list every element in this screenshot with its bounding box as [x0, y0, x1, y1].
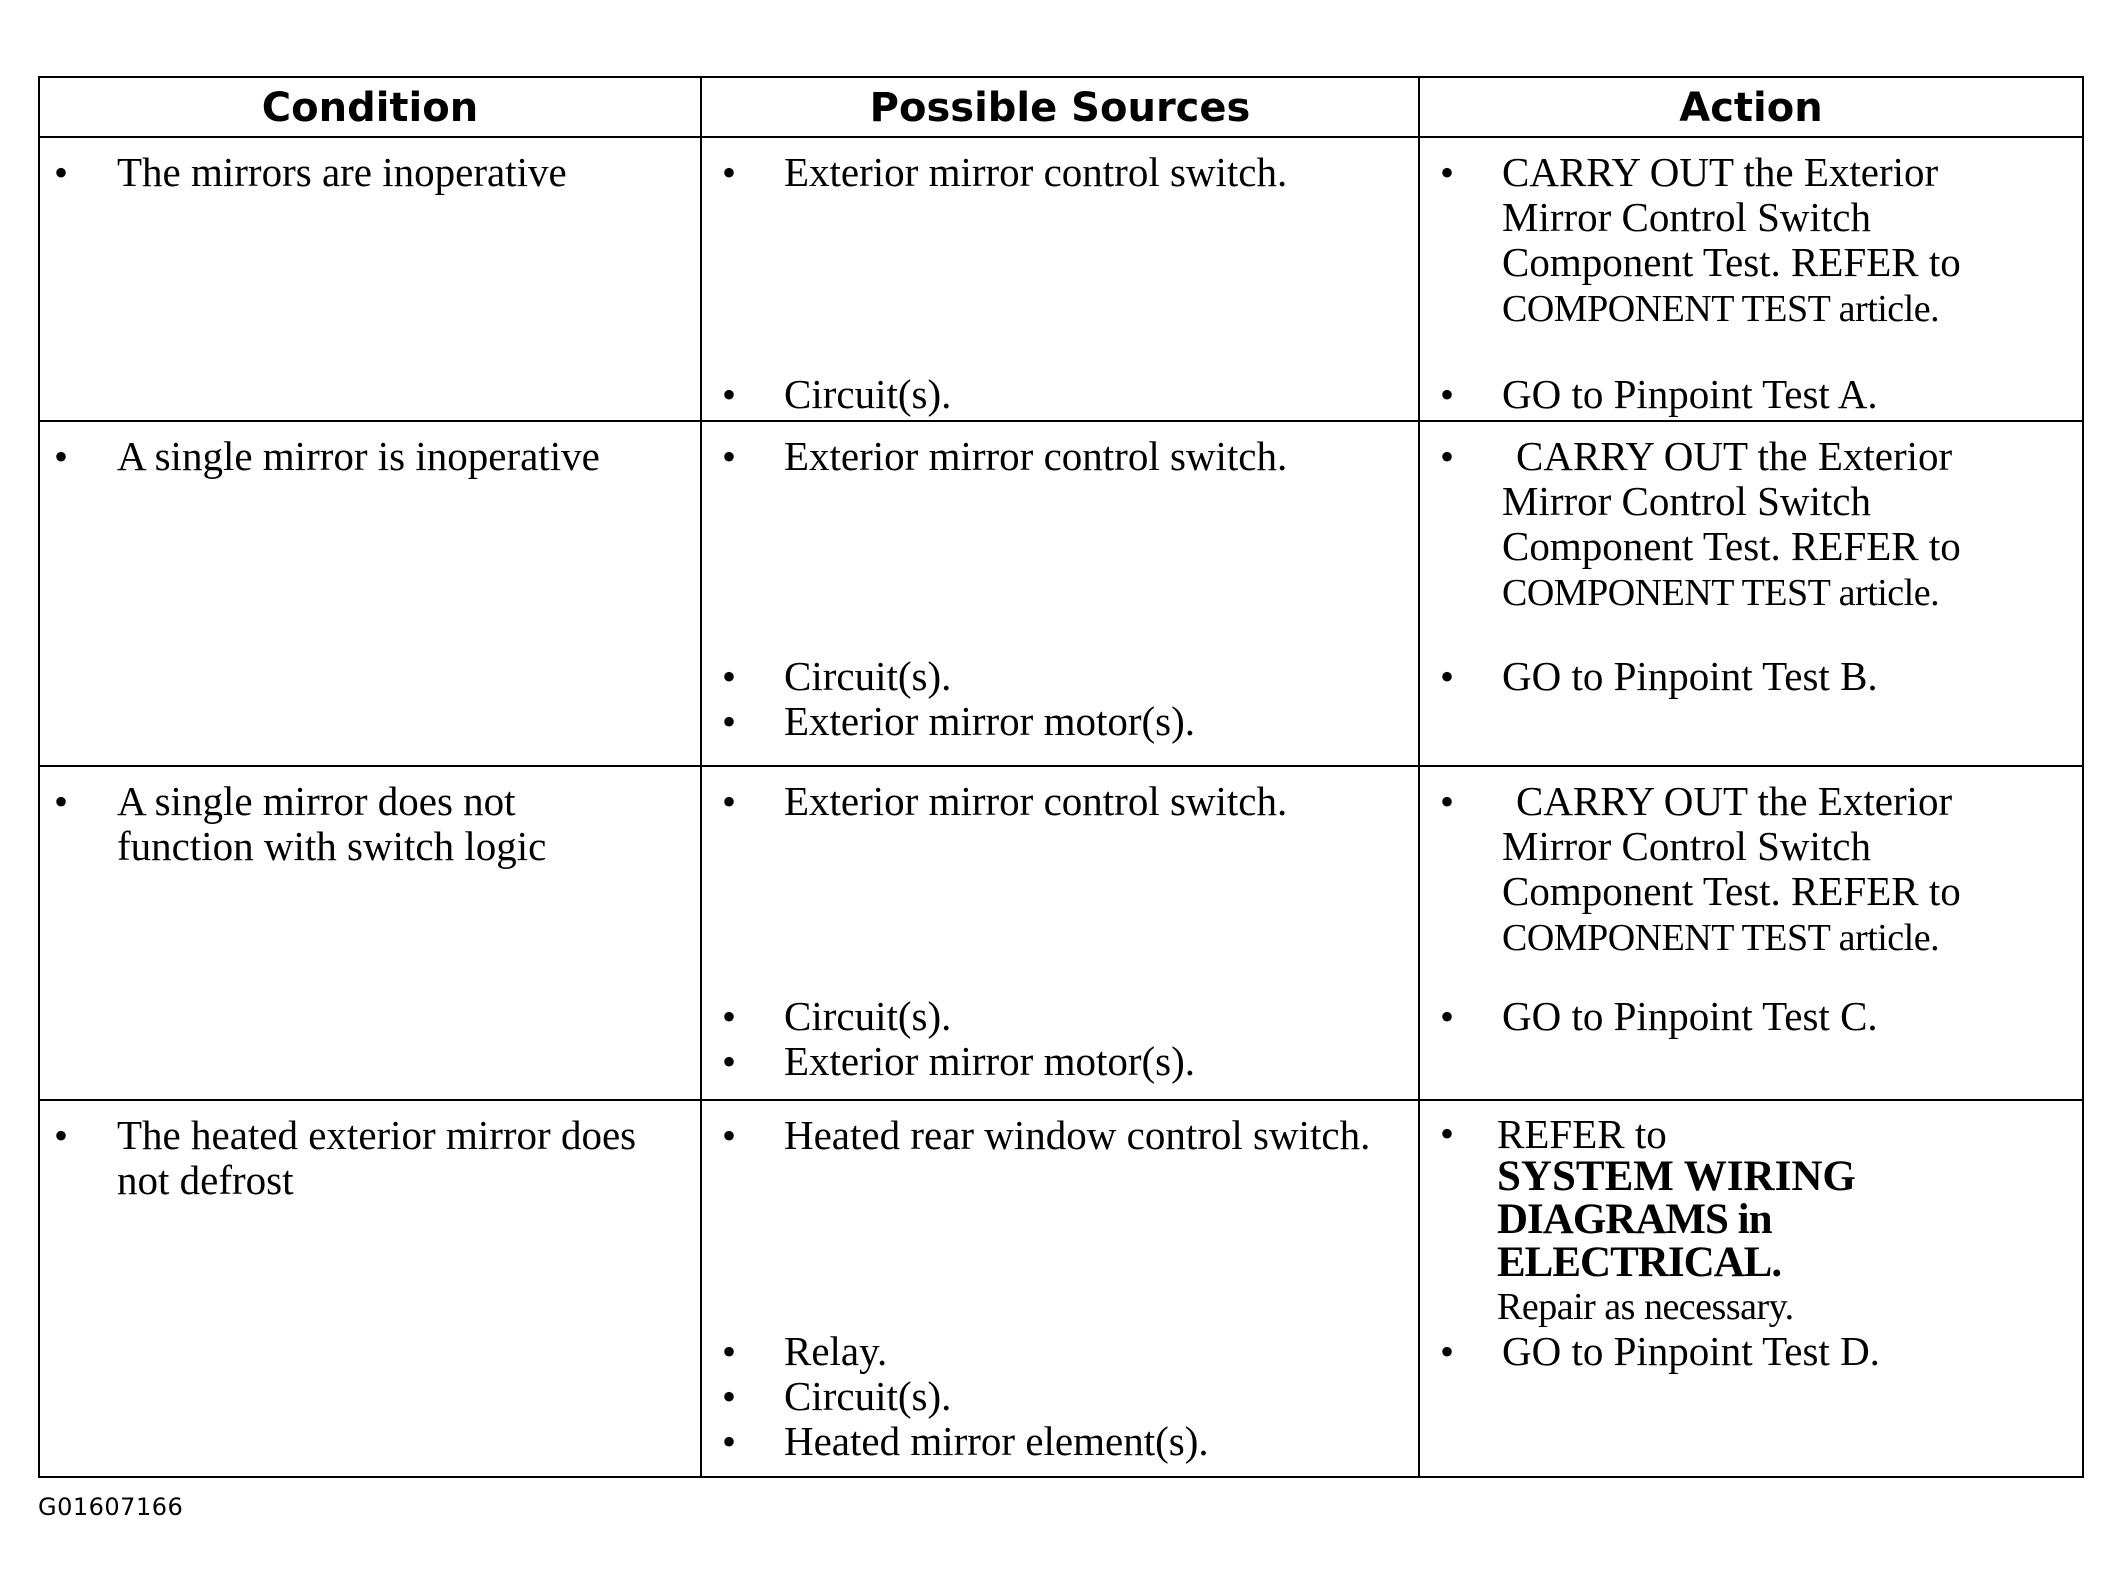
source-item: • Exterior mirror motor(s).	[702, 1039, 1418, 1084]
table-header-row	[39, 77, 2083, 137]
action-item	[1420, 1113, 2042, 1328]
condition-text: • A single mirror is inoperative	[40, 434, 660, 479]
condition-cell	[39, 766, 701, 1100]
source-item: • Exterior mirror control switch.	[702, 779, 1378, 824]
action-article-ref: COMPONENT TEST article.	[1502, 572, 1940, 614]
action-item: • GO to Pinpoint Test A.	[1420, 372, 2082, 417]
header-condition: Condition	[39, 77, 701, 137]
action-text: REFER to	[1497, 1111, 1667, 1157]
table-row	[39, 766, 2083, 1100]
action-item: • GO to Pinpoint Test D.	[1420, 1329, 2082, 1374]
action-cell	[1419, 1100, 2083, 1477]
header-action: Action	[1419, 77, 2083, 137]
condition-cell	[39, 137, 701, 421]
table-row	[39, 421, 2083, 766]
wiring-diagrams-ref: DIAGRAMS in ELECTRICAL.	[1497, 1196, 1782, 1286]
condition-cell	[39, 421, 701, 766]
condition-text: • A single mirror does not function with switch logic	[40, 779, 660, 869]
action-item	[1420, 779, 2042, 961]
condition-text: • The heated exterior mirror does not defrost	[40, 1113, 660, 1203]
source-item: • Circuit(s).	[702, 654, 1418, 699]
figure-id: G01607166	[38, 1493, 184, 1521]
action-text: CARRY OUT the Exterior Mirror Control Switch Component Test. REFER to	[1502, 433, 1961, 569]
source-item: • Exterior mirror control switch.	[702, 150, 1378, 195]
action-item: • GO to Pinpoint Test B.	[1420, 654, 2082, 699]
sources-cell	[701, 766, 1419, 1100]
action-cell	[1419, 137, 2083, 421]
source-item: • Circuit(s).	[702, 1374, 1418, 1419]
source-item: • Exterior mirror control switch.	[702, 434, 1378, 479]
action-cell	[1419, 421, 2083, 766]
wiring-diagrams-ref: SYSTEM WIRING	[1497, 1153, 1856, 1200]
action-item: • GO to Pinpoint Test C.	[1420, 994, 2082, 1039]
source-item: • Circuit(s).	[702, 994, 1418, 1039]
table-row	[39, 1100, 2083, 1477]
action-item	[1420, 434, 2042, 616]
action-text: CARRY OUT the Exterior Mirror Control Switch Component Test. REFER to	[1502, 149, 1961, 285]
source-item: • Heated rear window control switch.	[702, 1113, 1378, 1158]
condition-text: • The mirrors are inoperative	[40, 150, 660, 195]
action-repair-note: Repair as necessary.	[1497, 1286, 1794, 1328]
header-possible-sources: Possible Sources	[701, 77, 1419, 137]
sources-cell	[701, 421, 1419, 766]
source-item: • Heated mirror element(s).	[702, 1419, 1418, 1464]
source-item: • Circuit(s).	[702, 372, 1418, 417]
source-item: • Exterior mirror motor(s).	[702, 699, 1418, 744]
action-text: CARRY OUT the Exterior Mirror Control Switch Component Test. REFER to	[1502, 778, 1961, 914]
table-row	[39, 137, 2083, 421]
sources-cell	[701, 137, 1419, 421]
action-cell	[1419, 766, 2083, 1100]
action-article-ref: COMPONENT TEST article.	[1502, 917, 1940, 959]
source-item: • Relay.	[702, 1329, 1418, 1374]
action-item	[1420, 150, 2042, 332]
sources-cell	[701, 1100, 1419, 1477]
action-article-ref: COMPONENT TEST article.	[1502, 288, 1940, 330]
condition-cell	[39, 1100, 701, 1477]
symptom-chart-table	[38, 76, 2084, 1478]
